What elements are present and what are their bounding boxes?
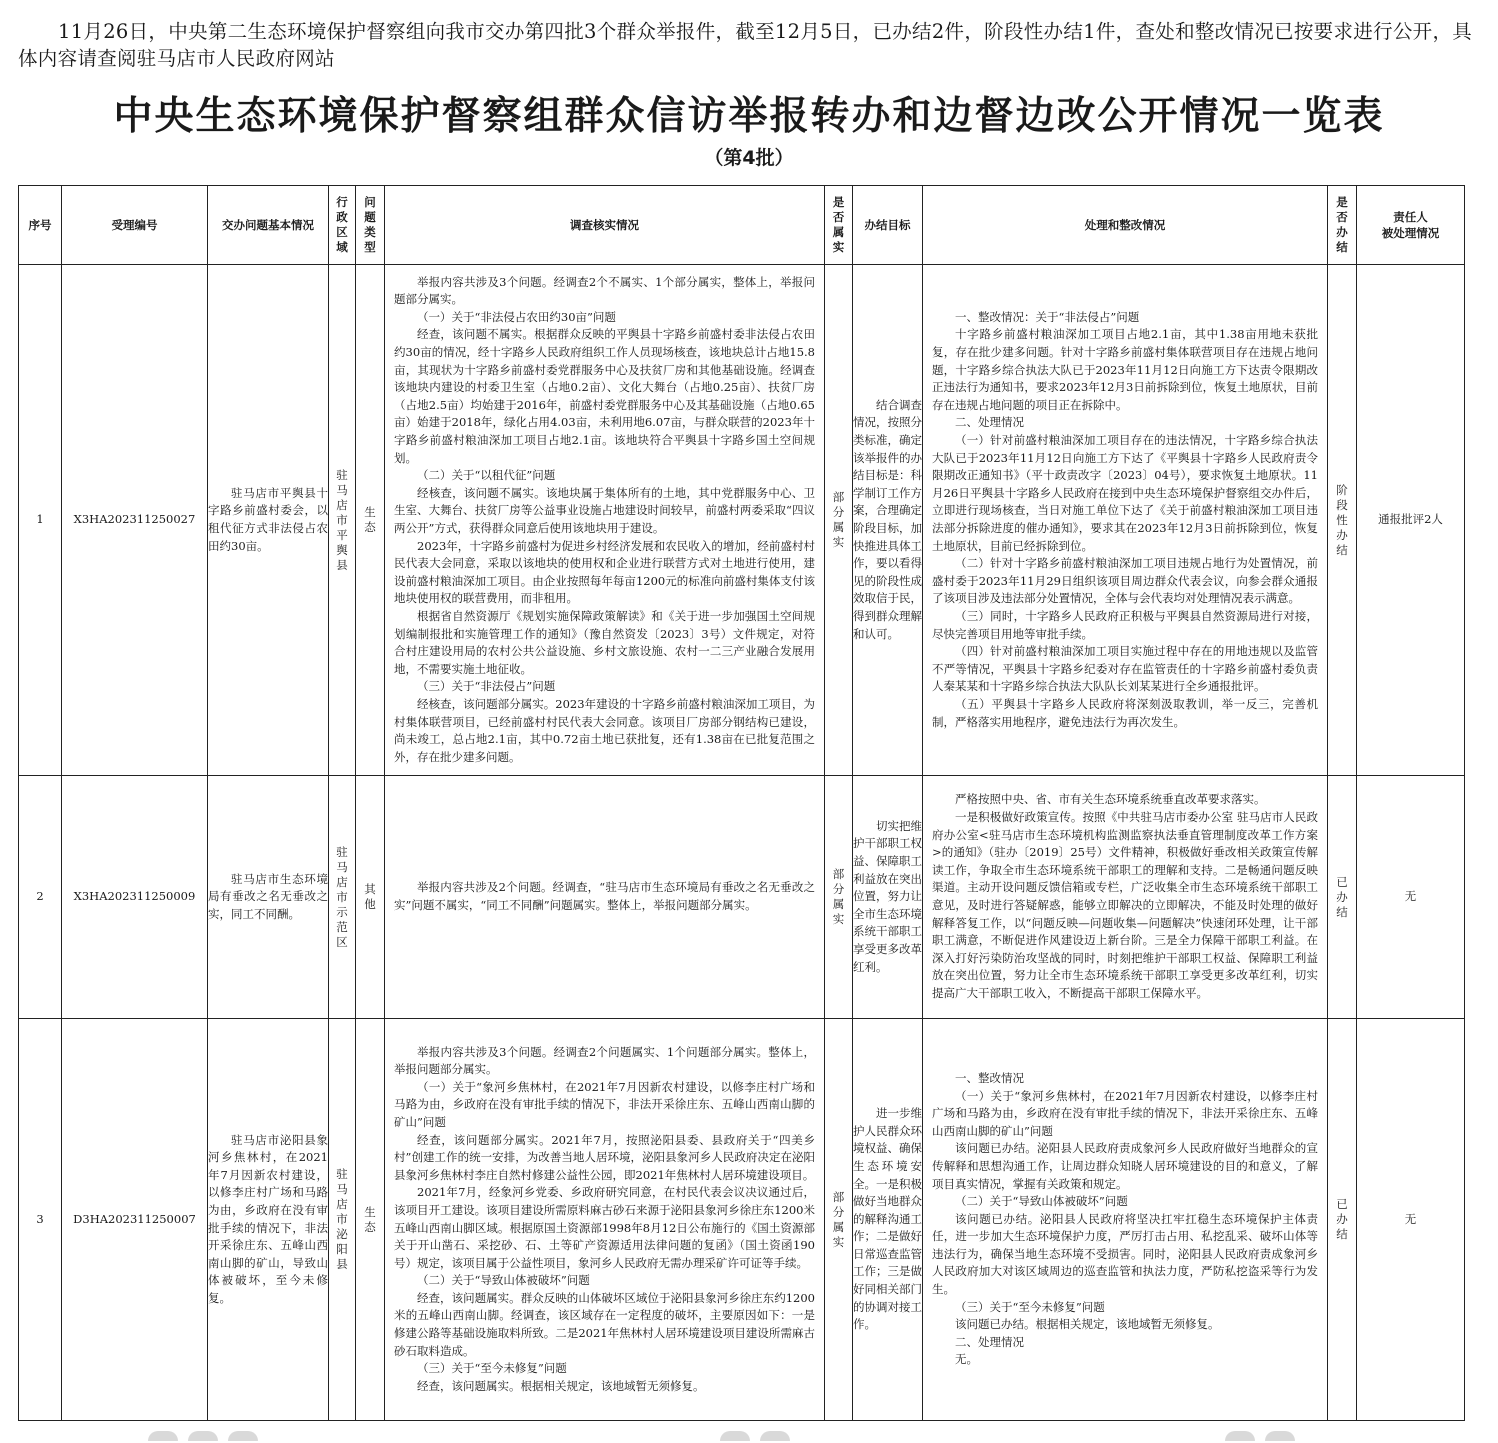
paragraph: （四）针对前盛村粮油深加工项目实施过程中存在的用地违规以及监管不严等情况，平舆县十字路乡纪委对存在监管责任的十字路乡前盛村委负责人秦某某和十字路乡综合执法大队队长刘某某进行全乡通报批评。 [932, 644, 1318, 694]
decorative-shape [760, 1431, 790, 1441]
row-code: X3HA202311250009 [62, 776, 208, 1019]
row-person: 无 [1357, 776, 1465, 1019]
paragraph: （三）关于“至今未修复”问题 [417, 1361, 567, 1376]
row-investigation [385, 776, 825, 1019]
row-type: 生态 [356, 265, 385, 776]
paragraph: （三）关于“非法侵占”问题 [417, 679, 556, 694]
row-investigation [385, 265, 825, 776]
disclosure-table [18, 185, 1465, 1421]
paragraph: 经查，该问题部分属实。2021年7月，按照泌阳县委、县政府关于“四美乡村”创建工作的统一安排，为改善当地人居环境，泌阳县象河乡人民政府决定在泌阳县象河乡焦林村李庄自然村修建公益性公园，即2021年焦林村人居环境建设项目。 [394, 1132, 815, 1182]
header-goal: 办结目标 [853, 186, 923, 265]
table-row [19, 265, 1465, 776]
row-region: 驻马店市泌阳县 [329, 1019, 356, 1421]
row-seq: 2 [19, 776, 62, 1019]
paragraph: 十字路乡前盛村粮油深加工项目占地2.1亩，其中1.38亩用地未获批复，存在批少建多问题。针对十字路乡前盛村集体联营项目存在违规占地问题，十字路乡综合执法大队已于2023年11月12日向施工方下达责令限期改正违法行为通知书，要求2023年12月3日前拆除到位，恢复土地原状，目前存在违规占地问题的项目正在拆除中。 [932, 327, 1318, 412]
header-region: 行政区域 [329, 186, 356, 265]
row-goal: 切实把维护干部职工权益、保障职工利益放在突出位置，努力让全市生态环境系统干部职工享受更多改革红利。 [853, 776, 923, 1019]
row-true: 部分属实 [825, 1019, 853, 1421]
row-basic: 驻马店市平舆县十字路乡前盛村委会，以租代征方式非法侵占农田约30亩。 [208, 265, 329, 776]
decorative-shape [228, 1431, 258, 1441]
paragraph: 该问题已办结。泌阳县人民政府责成象河乡人民政府做好当地群众的宣传解释和思想沟通工作，让周边群众知晓人居环境建设的目的和意义，了解项目真实情况，掌握有关政策和规定。 [932, 1141, 1318, 1191]
paragraph: （五）平舆县十字路乡人民政府将深刻汲取教训，举一反三，完善机制，严格落实用地程序，避免违法行为再次发生。 [932, 696, 1318, 729]
paragraph: 严格按照中央、省、市有关生态环境系统垂直改革要求落实。 [955, 792, 1266, 807]
paragraph: 2021年7月，经象河乡党委、乡政府研究同意，在村民代表会议决议通过后，该项目开工建设。该项目建设所需原料麻古砂石来源于泌阳县象河乡徐庄东1200米五峰山西南山脚区域。根据原国土资源部1998年8月12日公布施行的《国土资源部关于开山凿石、采挖砂、石、土等矿产资源适用法律问题的复函》（国土资函190号）规定，该项目属于公益性项目，象河乡人民政府无需办理采矿许可证等手续。 [394, 1185, 815, 1270]
header-person: 责任人 被处理情况 [1357, 186, 1465, 265]
paragraph: （三）关于“至今未修复”问题 [955, 1299, 1105, 1314]
row-person: 无 [1357, 1019, 1465, 1421]
paragraph: （三）同时，十字路乡人民政府正积极与平舆县自然资源局进行对接，尽快完善项目用地等审批手续。 [932, 608, 1318, 641]
row-handling [923, 776, 1328, 1019]
paragraph: 二、处理情况 [955, 415, 1024, 430]
table-row [19, 776, 1465, 1019]
header-done: 是否办结 [1328, 186, 1357, 265]
page-bottom-decoration [0, 1431, 1498, 1443]
header-seq: 序号 [19, 186, 62, 265]
row-basic: 驻马店市生态环境局有垂改之名无垂改之实，同工不同酬。 [208, 776, 329, 1019]
row-region: 驻马店市平舆县 [329, 265, 356, 776]
row-seq: 3 [19, 1019, 62, 1421]
paragraph: 经查，该问题不属实。根据群众反映的平舆县十字路乡前盛村委非法侵占农田约30亩的情况，经十字路乡人民政府组织工作人员现场核查，该地块总计占地15.8亩，其现状为十字路乡前盛村委党群服务中心及扶贫厂房和其他基础设施。经调查该地块内建设的村委卫生室（占地0.2亩）、文化大舞台（占地0.25亩）、扶贫厂房（占地2.5亩）均始建于2016年，前盛村委党群服务中心及其基础设施（占地0.65亩）始建于2018年，绿化占用4.03亩，未利用地6.07亩，与群众联营的2023年十字路乡前盛村粮油深加工项目占地2.1亩。该地块符合平舆县十字路乡国土空间规划。 [394, 327, 815, 465]
table-header-row [19, 186, 1465, 265]
header-type: 问题类型 [356, 186, 385, 265]
paragraph: 一、整改情况：关于“非法侵占”问题 [955, 309, 1140, 324]
paragraph: 无。 [955, 1352, 978, 1367]
paragraph: 二、处理情况 [955, 1334, 1024, 1349]
table-row [19, 1019, 1465, 1421]
header-basic: 交办问题基本情况 [208, 186, 329, 265]
paragraph: 根据省自然资源厅《规划实施保障政策解读》和《关于进一步加强国土空间规划编制报批和实施管理工作的通知》（豫自然资发〔2023〕3号）文件规定，对符合村庄建设用局的农村公共公益设施、乡村文旅设施、农村一二三产业融合发展用地，不需要实施土地征收。 [394, 608, 815, 676]
row-handling [923, 265, 1328, 776]
paragraph: （二）针对十字路乡前盛村粮油深加工项目违规占地行为处置情况，前盛村委于2023年11月29日组织该项目周边群众代表会议，向参会群众通报了该项目涉及违法部分处置情况，全体与会代表均对处理情况表示满意。 [932, 556, 1318, 606]
paragraph: 举报内容共涉及3个问题。经调查2个问题属实、1个问题部分属实。整体上，举报问题部分属实。 [394, 1044, 815, 1077]
paragraph: （一）关于“象河乡焦林村，在2021年7月因新农村建设，以修李庄村广场和马路为由，乡政府在没有审批手续的情况下，非法开采徐庄东、五峰山西南山脚的矿山”问题 [932, 1088, 1318, 1138]
row-type: 生态 [356, 1019, 385, 1421]
paragraph: 一是积极做好政策宣传。按照《中共驻马店市委办公室 驻马店市人民政府办公室<驻马店市生态环境机构监测监察执法垂直管理制度改革工作方案>的通知》（驻办〔2019〕25号）文件精神，积极做好垂改相关政策宣传解读工作，争取全市生态环境系统干部职工的理解和支持。二是畅通问题反映渠道。主动开设问题反馈信箱或专栏，广泛收集全市生态环境系统干部职工意见，及时进行答疑解惑，能够立即解决的立即解决，不能及时处理的做好解释答复工作，以“问题反映—问题收集—问题解决”快速闭环处理，让干部职工满意，不断促进作风建设迈上新台阶。三是全力保障干部职工利益。在深入打好污染防治攻坚战的同时，时刻把维护干部职工权益、保障职工利益放在突出位置，努力让全市生态环境系统干部职工享受更多改革红利，切实提高广大干部职工收入，不断提高干部职工保障水平。 [932, 810, 1318, 1000]
row-handling [923, 1019, 1328, 1421]
header-true: 是否属实 [825, 186, 853, 265]
row-goal: 进一步维护人民群众环境权益、确保生态环境安全。一是积极做好当地群众的解释沟通工作；二是做好日常巡查监管工作；三是做好同相关部门的协调对接工作。 [853, 1019, 923, 1421]
row-code: X3HA202311250027 [62, 265, 208, 776]
header-handling: 处理和整改情况 [923, 186, 1328, 265]
paragraph: 该问题已办结。泌阳县人民政府将坚决扛牢扛稳生态环境保护主体责任，进一步加大生态环境保护力度，严厉打击占用、私挖乱采、破坏山体等违法行为，确保当地生态环境不受损害。同时，泌阳县人民政府责成象河乡人民政府加大对该区域周边的巡查监管和执法力度，严防私挖盗采等行为发生。 [932, 1211, 1318, 1297]
row-goal: 结合调查情况，按照分类标准，确定该举报件的办结目标是：科学制订工作方案，合理确定阶段目标，加快推进具体工作，要以看得见的阶段性成效取信于民，得到群众理解和认可。 [853, 265, 923, 776]
intro-paragraph: 11月26日，中央第二生态环境保护督察组向我市交办第四批3个群众举报件，截至12月5日，已办结2件，阶段性办结1件，查处和整改情况已按要求进行公开，具体内容请查阅驻马店市人民政府网站 [18, 20, 1473, 70]
paragraph: 一、整改情况 [955, 1070, 1024, 1085]
paragraph: （二）关于“以租代征”问题 [417, 468, 556, 483]
row-done: 阶段性办结 [1328, 265, 1357, 776]
page-title: 中央生态环境保护督察组群众信访举报转办和边督边改公开情况一览表 [113, 94, 1385, 139]
row-true: 部分属实 [825, 776, 853, 1019]
row-seq: 1 [19, 265, 62, 776]
paragraph: 经核查，该问题部分属实。2023年建设的十字路乡前盛村粮油深加工项目，为村集体联营项目，已经前盛村村民代表大会同意。该项目厂房部分钢结构已建设，尚未竣工，总占地2.1亩，其中0.72亩土地已获批复，还有1.38亩在已批复范围之外，存在批少建多问题。 [394, 696, 815, 764]
paragraph: （二）关于“导致山体被破坏”问题 [955, 1194, 1128, 1209]
row-done: 已办结 [1328, 776, 1357, 1019]
decorative-shape [720, 1431, 750, 1441]
paragraph: （一）针对前盛村粮油深加工项目存在的违法情况，十字路乡综合执法大队已于2023年11月12日向施工方下达了《平舆县十字路乡人民政府责令限期改正通知书》（平十政责改字〔2023〕04号），要求恢复土地原状。11月26日平舆县十字路乡人民政府在接到中央生态环境保护督察组交办件后，立即进行现场核查，当日对施工单位下达了《关于前盛村粮油深加工项目违法部分拆除进度的催办通知》，要求其在2023年12月3日前拆除到位，恢复土地原状，目前已经拆除到位。 [932, 433, 1318, 553]
paragraph: 该问题已办结。根据相关规定，该地域暂无须修复。 [955, 1317, 1220, 1332]
header-code: 受理编号 [62, 186, 208, 265]
row-code: D3HA202311250007 [62, 1019, 208, 1421]
paragraph: （二）关于“导致山体被破坏”问题 [417, 1273, 590, 1288]
decorative-shape [148, 1431, 178, 1441]
decorative-shape [1225, 1431, 1255, 1441]
decorative-shape [188, 1431, 218, 1441]
row-basic: 驻马店市泌阳县象河乡焦林村，在2021年7月因新农村建设，以修李庄村广场和马路为由，乡政府在没有审批手续的情况下，非法开采徐庄东、五峰山西南山脚的矿山，导致山体被破坏，至今未修复。 [208, 1019, 329, 1421]
header-investigation: 调查核实情况 [385, 186, 825, 265]
row-region: 驻马店市示范区 [329, 776, 356, 1019]
paragraph: 经核查，该问题不属实。该地块属于集体所有的土地，其中党群服务中心、卫生室、大舞台、扶贫厂房等公益事业设施占地建设时间较早，前盛村两委采取“四议两公开”方式，获得群众同意后使用该地块用于建设。 [394, 485, 815, 535]
row-done: 已办结 [1328, 1019, 1357, 1421]
row-investigation [385, 1019, 825, 1421]
paragraph: 举报内容共涉及2个问题。经调查，“驻马店市生态环境局有垂改之名无垂改之实”问题不属实，“同工不同酬”问题属实。整体上，举报问题部分属实。 [394, 880, 815, 912]
paragraph: （一）关于“象河乡焦林村，在2021年7月因新农村建设，以修李庄村广场和马路为由，乡政府在没有审批手续的情况下，非法开采徐庄东、五峰山西南山脚的矿山”问题 [394, 1079, 815, 1129]
row-person: 通报批评2人 [1357, 265, 1465, 776]
paragraph: 经查，该问题属实。根据相关规定，该地域暂无须修复。 [417, 1378, 705, 1393]
batch-subtitle: （第4批） [704, 147, 794, 169]
paragraph: 经查，该问题属实。群众反映的山体破坏区域位于泌阳县象河乡徐庄东约1200米的五峰山西南山脚。经调查，该区域存在一定程度的破坏，主要原因如下：一是修建公路等基础设施取料所致。二是2021年焦林村人居环境建设项目建设所需麻古砂石取料造成。 [394, 1290, 815, 1358]
row-type: 其他 [356, 776, 385, 1019]
row-true: 部分属实 [825, 265, 853, 776]
decorative-shape [1265, 1431, 1295, 1441]
paragraph: 2023年，十字路乡前盛村为促进乡村经济发展和农民收入的增加，经前盛村村民代表大会同意，采取以该地块的使用权和企业进行联营方式对土地进行使用，建设前盛村粮油深加工项目。由企业按照每年每亩1200元的标准向前盛村集体支付该地块使用权的联营费用，而非租用。 [394, 538, 815, 606]
paragraph: 举报内容共涉及3个问题。经调查2个不属实、1个部分属实，整体上，举报问题部分属实。 [394, 274, 815, 307]
paragraph: （一）关于“非法侵占农田约30亩”问题 [417, 309, 616, 324]
